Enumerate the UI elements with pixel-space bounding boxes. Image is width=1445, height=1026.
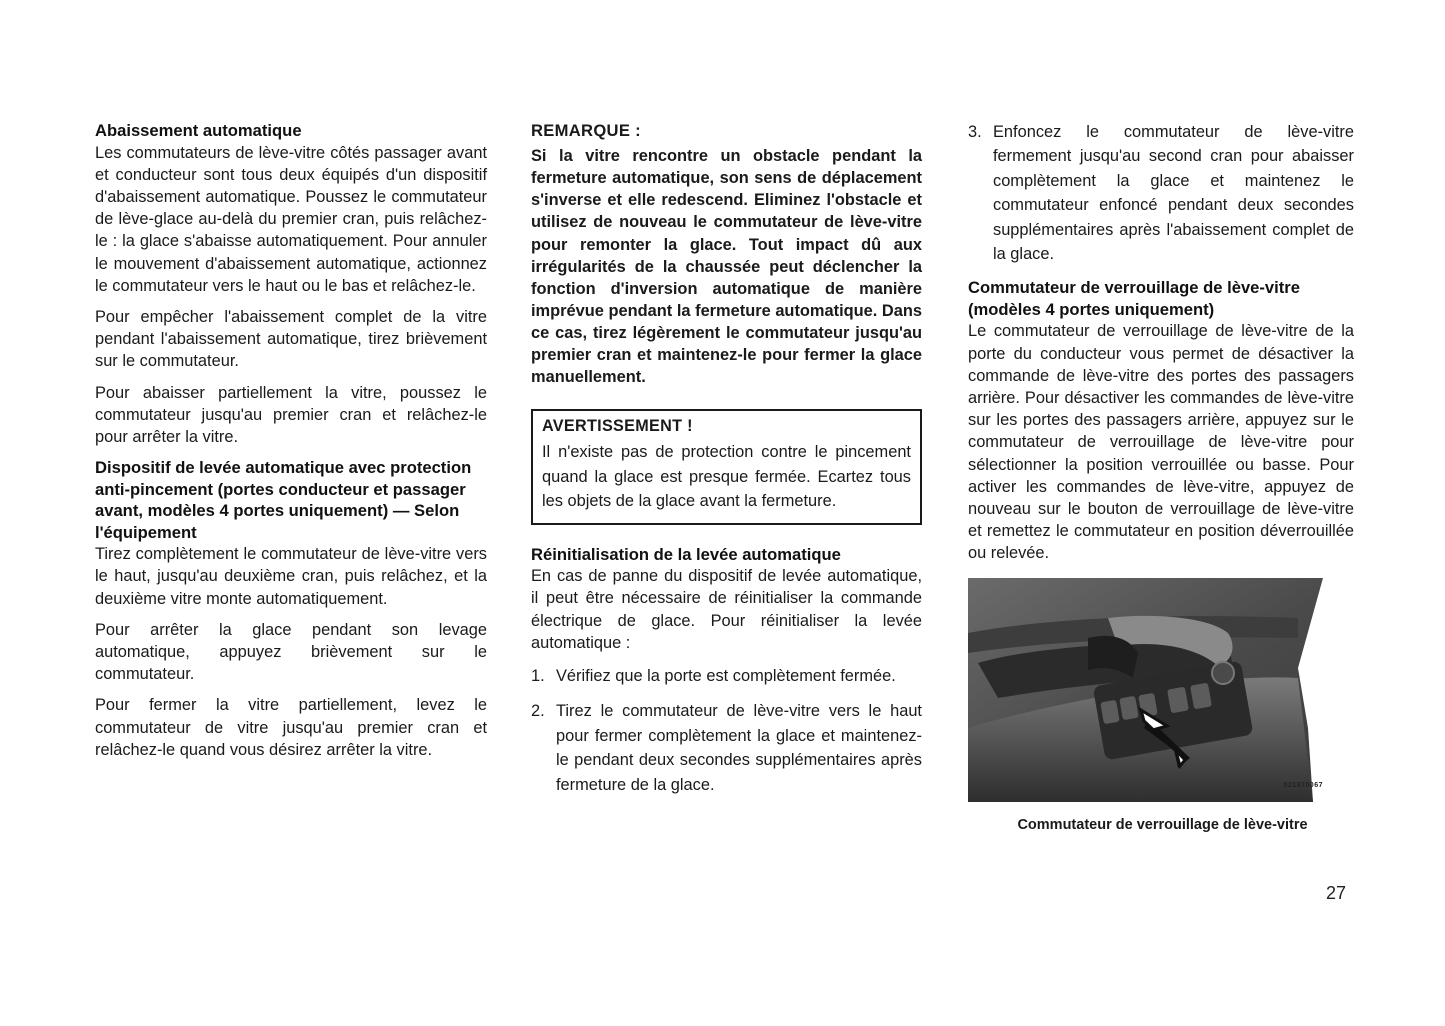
paragraph-partial-close: Pour fermer la vitre partiellement, levez le commutateur de vitre jusqu'au premier cran et relâchez-le quand vous désirez arrêter la vitre.	[95, 696, 487, 759]
door-panel-illustration	[968, 578, 1357, 802]
page-number: 27	[1326, 883, 1347, 903]
list-item	[531, 699, 922, 797]
step-number: 3.	[968, 123, 982, 141]
heading-auto-up: Dispositif de levée automatique avec protection anti-pincement (portes conducteur et passager avant, modèles 4 portes uniquement) — Selon l'équipement	[95, 458, 472, 542]
heading-window-lock: Commutateur de verrouillage de lève-vitre (modèles 4 portes uniquement)	[968, 278, 1300, 319]
paragraph-auto-up: Tirez complètement le commutateur de lève-vitre vers le haut, jusqu'au deuxième cran, puis relâchez, et la deuxième vitre monte automatiquement.	[95, 545, 487, 608]
step-text: Vérifiez que la porte est complètement fermée.	[556, 666, 896, 685]
reset-steps-continued	[968, 120, 1354, 266]
reset-steps-list	[531, 664, 922, 797]
heading-auto-down: Abaissement automatique	[95, 121, 302, 140]
left-column	[95, 120, 487, 770]
paragraph-prevent-full-down: Pour empêcher l'abaissement complet de la vitre pendant l'abaissement automatique, tirez brièvement sur le commutateur.	[95, 307, 487, 371]
warning-title: AVERTISSEMENT !	[542, 417, 693, 436]
paragraph-partial-down: Pour abaisser partiellement la vitre, poussez le commutateur jusqu'au premier cran et relâchez-le pour arrêter la vitre.	[95, 383, 487, 446]
step-text: Enfoncez le commutateur de lève-vitre fermement jusqu'au second cran pour abaisser complètement la glace et maintenez le commutateur enfoncé pendant deux secondes supplémentaires après l'abaissement complet de la glace.	[993, 123, 1354, 264]
door-switch-photo	[968, 578, 1357, 802]
paragraph-reset: En cas de panne du dispositif de levée automatique, il peut être nécessaire de réinitialiser la commande électrique de glace. Pour réinitialiser la levée automatique :	[531, 567, 922, 652]
right-column	[968, 120, 1354, 836]
step-number: 2.	[531, 702, 545, 721]
photo-caption: Commutateur de verrouillage de lève-vitre	[1017, 816, 1308, 833]
warning-text: Il n'existe pas de protection contre le pincement quand la glace est presque fermée. Ecartez tous les objets de la glace avant la fermeture.	[542, 443, 911, 511]
paragraph-window-lock: Le commutateur de verrouillage de lève-vitre de la porte du conducteur vous permet de désactiver la commande de lève-vitre des portes des passagers arrière. Pour désactiver les commandes de lève-vitre sur les portes des passagers arrière, appuyez sur le commutateur de verrouillage de lève-vitre pour sélectionner la position verrouillée ou basse. Pour activer les commandes de lève-vitre, appuyez de nouveau sur le bouton de verrouillage de lève-vitre et remettez le commutateur en position déverrouillée ou relevée.	[968, 322, 1354, 563]
list-item	[531, 664, 922, 688]
remark-title: REMARQUE :	[531, 121, 641, 140]
photo-reference-code: 021970067	[1283, 782, 1323, 790]
remark-body: Si la vitre rencontre un obstacle pendant la fermeture automatique, son sens de déplacement s'inverse et elle redescend. Eliminez l'obstacle et utilisez de nouveau le commutateur de lève-vitre pour remonter la glace. Tout impact dû aux irrégularités de la chaussée peut déclencher la fonction d'inversion automatique de manière imprévue pendant la fermeture automatique. Dans ce cas, tirez légèrement le commutateur jusqu'au premier cran et maintenez-le pour fermer la glace manuellement.	[531, 147, 922, 387]
heading-reset: Réinitialisation de la levée automatique	[531, 544, 841, 564]
step-text: Tirez le commutateur de lève-vitre vers le haut pour fermer complètement la glace et maintenez-le pendant deux secondes supplémentaires après fermeture de la glace.	[556, 702, 922, 794]
warning-box	[531, 409, 922, 524]
list-item	[968, 120, 1354, 266]
paragraph-stop-auto-up: Pour arrêter la glace pendant son levage automatique, appuyez brièvement sur le commutateur.	[95, 620, 487, 684]
step-number: 1.	[531, 666, 545, 685]
paragraph-auto-down: Les commutateurs de lève-vitre côtés passager avant et conducteur sont tous deux équipés d'un dispositif d'abaissement automatique. Poussez le commutateur de lève-glace au-delà du premier cran, puis relâchez-le : la glace s'abaisse automatiquement. Pour annuler le mouvement d'abaissement automatique, actionnez le commutateur vers le haut ou le bas et relâchez-le.	[95, 143, 487, 295]
middle-column	[531, 120, 922, 808]
